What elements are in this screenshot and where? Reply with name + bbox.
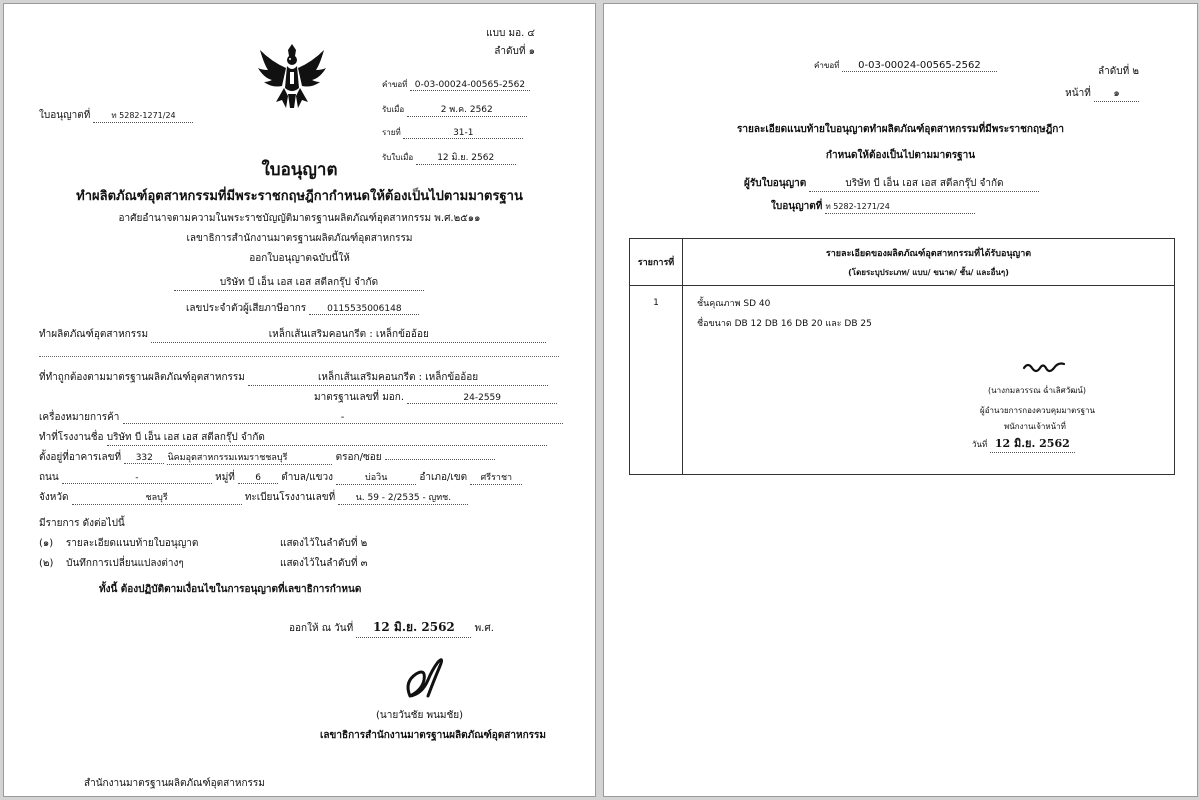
holder-value: บริษัท บี เอ็น เอส เอส สตีลกรุ๊ป จำกัด — [809, 176, 1039, 192]
product-detail-table — [629, 238, 1175, 475]
header-detail: รายละเอียดของผลิตภัณฑ์อุตสาหกรรมที่ได้รับอนุญาต (โดยระบุประเภท/ แบบ/ ขนาด/ ชั้น/ และอื่นๆ) — [683, 239, 1175, 286]
standard-number: 24-2559 — [407, 393, 557, 404]
address-field: ตั้งอยู่ที่อาคารเลขที่ 332 นิคมอุตสาหกรรมเหมราชชลบุรี ตรอก/ซอย — [39, 450, 495, 465]
item-2-ref: แสดงไว้ในลำดับที่ ๓ — [280, 558, 368, 569]
holder-field: ผู้รับใบอนุญาต บริษัท บี เอ็น เอส เอส สตีลกรุ๊ป จำกัด — [744, 176, 1039, 192]
request-field: คำขอที่ 0-03-00024-00565-2562 — [382, 78, 530, 91]
given-date: 12 มิ.ย. 2562 — [356, 618, 471, 638]
given-date-field: ออกให้ ณ วันที่ 12 มิ.ย. 2562 พ.ศ. — [289, 618, 494, 638]
tax-number: 0115535006148 — [309, 304, 419, 315]
province-field: จังหวัด ชลบุรี ทะเบียนโรงงานเลขที่ น. 59 - 2/2535 - ญทช. — [39, 490, 468, 505]
request-number: 0-03-00024-00565-2562 — [842, 60, 997, 72]
garuda-emblem-icon — [254, 38, 330, 118]
authority-line: อาศัยอำนาจตามความในพระราชบัญญัติมาตรฐานผลิตภัณฑ์อุตสาหกรรม พ.ศ.๒๕๑๑ — [118, 213, 481, 224]
attachment-page — [603, 3, 1198, 797]
request-field: คำขอที่ 0-03-00024-00565-2562 — [814, 59, 997, 72]
received-field: รับเมื่อ 2 พ.ค. 2562 — [382, 102, 527, 117]
amphoe-value: ศรีราชา — [470, 470, 522, 485]
product-field: ทำผลิตภัณฑ์อุตสาหกรรม เหล็กเส้นเสริมคอนกรีต : เหล็กข้ออ้อย — [39, 327, 546, 343]
item-1-ref: แสดงไว้ในลำดับที่ ๒ — [280, 538, 368, 549]
sign-date: 12 มิ.ย. 2562 — [990, 434, 1075, 453]
signature-icon — [1022, 358, 1068, 376]
sign-date-field: วันที่ 12 มิ.ย. 2562 — [972, 434, 1075, 453]
license-page — [3, 3, 596, 797]
standard-field: ที่ทำถูกต้องตามมาตรฐานผลิตภัณฑ์อุตสาหกรรม เหล็กเส้นเสริมคอนกรีต : เหล็กข้ออ้อย — [39, 370, 548, 386]
factory-field: ทำที่โรงงานชื่อ บริษัท บี เอ็น เอส เอส สตีลกรุ๊ป จำกัด — [39, 430, 547, 446]
document-title: ใบอนุญาต — [261, 160, 338, 180]
signer-name: (นายวันชัย พนมชัย) — [376, 710, 464, 721]
moo-value: 6 — [238, 473, 278, 484]
license-number-field: ใบอนุญาตที่ ท 5282-1271/24 — [771, 199, 975, 214]
province-value: ชลบุรี — [72, 490, 242, 505]
road-value: - — [62, 473, 212, 484]
row-item-no: 1 — [630, 286, 683, 475]
license-number: ท 5282-1271/24 — [825, 200, 975, 214]
items-header: มีรายการ ดังต่อไปนี้ — [39, 518, 125, 529]
page-number: ๑ — [1094, 86, 1139, 102]
factory-value: บริษัท บี เอ็น เอส เอส สตีลกรุ๊ป จำกัด — [107, 430, 547, 446]
attachment-title-line1: รายละเอียดแนบท้ายใบอนุญาตทำผลิตภัณฑ์อุตสาหกรรมที่มีพระราชกฤษฎีกา — [737, 124, 1064, 135]
signer-name: (นางกมลวรรณ ฉ่ำเลิศวัฒน์) — [988, 386, 1087, 395]
request-number: 0-03-00024-00565-2562 — [410, 80, 530, 91]
product-value: เหล็กเส้นเสริมคอนกรีต : เหล็กข้ออ้อย — [151, 327, 546, 343]
sequence-label: ลำดับที่ ๒ — [1098, 66, 1139, 77]
standard-value: เหล็กเส้นเสริมคอนกรีต : เหล็กข้ออ้อย — [248, 370, 548, 386]
signer-title-2: พนักงานเจ้าหน้าที่ — [1004, 422, 1066, 431]
standard-number-field: มาตรฐานเลขที่ มอก. 24-2559 — [314, 390, 557, 405]
license-number-field: ใบอนุญาตที่ ท 5282-1271/24 — [39, 108, 193, 123]
issued-date: 12 มิ.ย. 2562 — [416, 150, 516, 165]
issue-line: ออกใบอนุญาตฉบับนี้ให้ — [249, 253, 350, 264]
row-detail: ชั้นคุณภาพ SD 40 ชื่อขนาด DB 12 DB 16 DB 20 และ DB 25 — [683, 286, 1175, 475]
blank-line — [39, 356, 559, 357]
road-field: ถนน - หมู่ที่ 6 ตำบล/แขวง บ่อวิน อำเภอ/เขต ศรีราชา — [39, 470, 522, 485]
signer-title: เลขาธิการสำนักงานมาตรฐานผลิตภัณฑ์อุตสาหกรรม — [320, 730, 546, 741]
secretary-line: เลขาธิการสำนักงานมาตรฐานผลิตภัณฑ์อุตสาหกรรม — [186, 233, 413, 244]
fee-number: 31-1 — [403, 128, 523, 139]
item-2: (๒) บันทึกการเปลี่ยนแปลงต่างๆ — [39, 558, 184, 569]
trademark-field: เครื่องหมายการค้า - — [39, 410, 563, 425]
license-number: ท 5282-1271/24 — [93, 109, 193, 123]
condition-line: ทั้งนี้ ต้องปฏิบัติตามเงื่อนไขในการอนุญาตที่เลขาธิการกำหนด — [99, 584, 362, 595]
signature-icon — [392, 650, 462, 702]
tax-field: เลขประจำตัวผู้เสียภาษีอากร 0115535006148 — [186, 301, 419, 316]
header-item-no: รายการที่ — [630, 239, 683, 286]
document-subtitle: ทำผลิตภัณฑ์อุตสาหกรรมที่มีพระราชกฤษฎีกากำหนดให้ต้องเป็นไปตามมาตรฐาน — [76, 189, 523, 204]
address-number: 332 — [124, 453, 164, 464]
issued-field: รับใบเมื่อ 12 มิ.ย. 2562 — [382, 150, 516, 165]
page-number-field: หน้าที่ ๑ — [1065, 86, 1139, 102]
factory-reg-value: น. 59 - 2/2535 - ญทช. — [338, 490, 468, 505]
trademark-value: - — [123, 412, 563, 424]
sequence-label: ลำดับที่ ๑ — [494, 46, 535, 57]
item-1: (๑) รายละเอียดแนบท้ายใบอนุญาต — [39, 538, 199, 549]
fee-field: รายที่ 31-1 — [382, 126, 523, 139]
form-code: แบบ มอ. ๔ — [486, 28, 535, 39]
company-name: บริษัท บี เอ็น เอส เอส สตีลกรุ๊ป จำกัด — [154, 275, 444, 291]
table-row — [630, 286, 1175, 475]
signer-title-1: ผู้อำนวยการกองควบคุมมาตรฐาน — [980, 406, 1095, 415]
tambon-value: บ่อวิน — [336, 470, 416, 485]
footer-office: สำนักงานมาตรฐานผลิตภัณฑ์อุตสาหกรรม — [84, 778, 265, 789]
received-date: 2 พ.ค. 2562 — [407, 102, 527, 117]
table-header-row — [630, 239, 1175, 286]
attachment-title-line2: กำหนดให้ต้องเป็นไปตามมาตรฐาน — [825, 150, 976, 161]
address-value: นิคมอุตสาหกรรมเหมราชชลบุรี — [167, 450, 332, 465]
